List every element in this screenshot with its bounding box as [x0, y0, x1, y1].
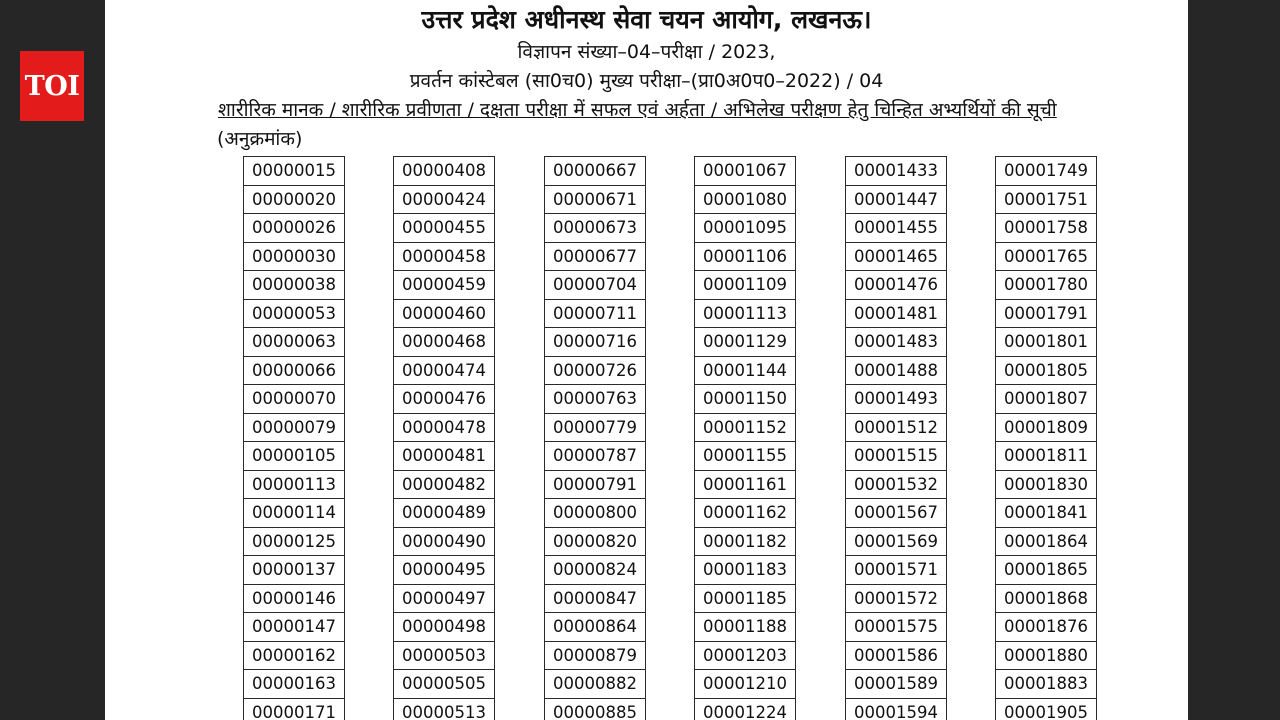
roll-number-cell: 00000673: [545, 213, 645, 242]
roll-number-cell: 00000458: [394, 242, 494, 271]
roll-number-cell: 00001106: [695, 242, 795, 271]
roll-number-cell: 00000030: [244, 242, 344, 271]
roll-number-cell: 00001801: [996, 327, 1096, 356]
roll-number-cell: 00000716: [545, 327, 645, 356]
roll-number-cell: 00001791: [996, 299, 1096, 328]
roll-column-3: [544, 156, 646, 720]
roll-number-cell: 00000503: [394, 641, 494, 670]
roll-number-cell: 00001876: [996, 612, 1096, 641]
roll-number-cell: 00000408: [402, 161, 486, 180]
toi-logo: [20, 51, 84, 121]
roll-number-cell: 00000468: [394, 327, 494, 356]
roll-number-cell: 00000105: [244, 441, 344, 470]
roll-number-cell: 00001512: [846, 413, 946, 442]
roll-number-cell: 00000162: [244, 641, 344, 670]
roll-number-cell: 00001811: [996, 441, 1096, 470]
roll-number-cell: 00000146: [244, 584, 344, 613]
roll-number-cell: 00001575: [846, 612, 946, 641]
roll-number-cell: 00000478: [394, 413, 494, 442]
roll-number-cell: 00001150: [695, 384, 795, 413]
roll-number-cell: 00000726: [545, 356, 645, 385]
roll-number-cell: 00001805: [996, 356, 1096, 385]
roll-number-cell: 00001155: [695, 441, 795, 470]
roll-number-cell: 00000474: [394, 356, 494, 385]
roll-number-cell: 00001809: [996, 413, 1096, 442]
roll-column-5: [845, 156, 947, 720]
roll-number-cell: 00001780: [996, 270, 1096, 299]
roll-number-cell: 00001765: [996, 242, 1096, 271]
roll-number-cell: 00000476: [394, 384, 494, 413]
roll-number-cell: 00000171: [244, 698, 344, 720]
roll-number-cell: 00000864: [545, 612, 645, 641]
roll-number-cell: 00001807: [996, 384, 1096, 413]
roll-number-cell: 00000482: [394, 470, 494, 499]
roll-number-cell: 00001095: [695, 213, 795, 242]
roll-number-cell: 00001188: [695, 612, 795, 641]
roll-number-cell: 00000114: [244, 498, 344, 527]
roll-number-cell: 00000125: [244, 527, 344, 556]
roll-number-cell: 00000497: [394, 584, 494, 613]
roll-number-cell: 00000824: [545, 555, 645, 584]
roll-number-cell: 00000015: [252, 161, 336, 180]
roll-number-cell: 00000038: [244, 270, 344, 299]
roll-number-cell: 00000513: [394, 698, 494, 720]
roll-number-cell: 00001594: [846, 698, 946, 720]
roll-number-cell: 00000481: [394, 441, 494, 470]
roll-number-cell: 00001067: [703, 161, 787, 180]
roll-number-cell: 00000489: [394, 498, 494, 527]
roll-number-cell: 00001113: [695, 299, 795, 328]
roll-number-cell: 00001455: [846, 213, 946, 242]
roll-number-cell: 00001751: [996, 185, 1096, 214]
list-subject: शारीरिक मानक / शारीरिक प्रवीणता / दक्षता परीक्षा में सफल एवं अर्हता / अभिलेख परीक्षण हेतु चिन्हित अभ्यर्थियों की सूची: [218, 99, 1057, 121]
roll-number-cell: 00000677: [545, 242, 645, 271]
roll-number-cell: 00000455: [394, 213, 494, 242]
roll-number-cell: 00001144: [695, 356, 795, 385]
roll-number-cell: 00000505: [394, 669, 494, 698]
roll-number-cell: 00001224: [695, 698, 795, 720]
roll-number-cell: 00001129: [695, 327, 795, 356]
roll-number-cell: 00000885: [545, 698, 645, 720]
roll-number-cell: 00000490: [394, 527, 494, 556]
roll-number-cell: 00001868: [996, 584, 1096, 613]
roll-number-cell: 00000711: [545, 299, 645, 328]
roll-number-cell: 00001515: [846, 441, 946, 470]
roll-number-cell: 00000079: [244, 413, 344, 442]
roll-number-cell: 00001152: [695, 413, 795, 442]
roll-number-cell: 00001488: [846, 356, 946, 385]
commission-title: उत्तर प्रदेश अधीनस्थ सेवा चयन आयोग, लखनऊ।: [421, 5, 872, 34]
roll-number-cell: 00001080: [695, 185, 795, 214]
roll-number-cell: 00001572: [846, 584, 946, 613]
roll-number-cell: 00001483: [846, 327, 946, 356]
roll-number-cell: 00000066: [244, 356, 344, 385]
roll-number-cell: 00001210: [695, 669, 795, 698]
roll-number-cell: 00001203: [695, 641, 795, 670]
roll-number-cell: 00001883: [996, 669, 1096, 698]
roll-number-cell: 00001865: [996, 555, 1096, 584]
roll-number-cell: 00001749: [1004, 161, 1088, 180]
roll-number-cell: 00000779: [545, 413, 645, 442]
roll-number-cell: 00000053: [244, 299, 344, 328]
roll-number-cell: 00001447: [846, 185, 946, 214]
roll-number-cell: 00001532: [846, 470, 946, 499]
roll-number-cell: 00000070: [244, 384, 344, 413]
roll-column-1: [243, 156, 345, 720]
roll-number-cell: 00001586: [846, 641, 946, 670]
roll-number-cell: 00000882: [545, 669, 645, 698]
roll-number-cell: 00001571: [846, 555, 946, 584]
toi-logo-text: TOI: [24, 70, 80, 102]
roll-number-cell: 00001481: [846, 299, 946, 328]
roll-number-cell: 00000800: [545, 498, 645, 527]
roll-number-cell: 00001864: [996, 527, 1096, 556]
roll-number-cell: 00001569: [846, 527, 946, 556]
roll-number-cell: 00000495: [394, 555, 494, 584]
roll-column-6: [995, 156, 1097, 720]
roll-number-cell: 00001830: [996, 470, 1096, 499]
roll-number-cell: 00000671: [545, 185, 645, 214]
roll-number-cell: 00000137: [244, 555, 344, 584]
roll-number-cell: 00000459: [394, 270, 494, 299]
roll-number-cell: 00001162: [695, 498, 795, 527]
roll-number-cell: 00000667: [553, 161, 637, 180]
roll-number-cell: 00000704: [545, 270, 645, 299]
roll-number-cell: 00000063: [244, 327, 344, 356]
roll-number-label: (अनुक्रमांक): [217, 128, 303, 150]
roll-number-cell: 00001589: [846, 669, 946, 698]
roll-number-cell: 00000147: [244, 612, 344, 641]
roll-number-cell: 00000163: [244, 669, 344, 698]
roll-number-cell: 00000498: [394, 612, 494, 641]
roll-number-cell: 00001567: [846, 498, 946, 527]
roll-number-cell: 00001433: [854, 161, 938, 180]
roll-number-cell: 00000787: [545, 441, 645, 470]
roll-number-cell: 00001841: [996, 498, 1096, 527]
roll-column-4: [694, 156, 796, 720]
roll-number-cell: 00001182: [695, 527, 795, 556]
roll-number-cell: 00001183: [695, 555, 795, 584]
roll-number-cell: 00000879: [545, 641, 645, 670]
roll-number-cell: 00000424: [394, 185, 494, 214]
roll-number-cell: 00000460: [394, 299, 494, 328]
roll-number-cell: 00000847: [545, 584, 645, 613]
roll-number-cell: 00001465: [846, 242, 946, 271]
roll-number-cell: 00000820: [545, 527, 645, 556]
roll-number-cell: 00001476: [846, 270, 946, 299]
advertisement-number: विज्ञापन संख्या–04–परीक्षा / 2023,: [517, 41, 776, 63]
roll-number-cell: 00000113: [244, 470, 344, 499]
roll-number-cell: 00001161: [695, 470, 795, 499]
roll-number-cell: 00001109: [695, 270, 795, 299]
roll-number-cell: 00000763: [545, 384, 645, 413]
roll-number-cell: 00001493: [846, 384, 946, 413]
roll-column-2: [393, 156, 495, 720]
roll-number-cell: 00000791: [545, 470, 645, 499]
roll-number-cell: 00001758: [996, 213, 1096, 242]
roll-number-cell: 00000020: [244, 185, 344, 214]
exam-name: प्रवर्तन कांस्टेबल (सा0च0) मुख्य परीक्षा–(प्रा0अ0प0–2022) / 04: [409, 70, 884, 92]
roll-number-cell: 00001905: [996, 698, 1096, 720]
roll-number-cell: 00001880: [996, 641, 1096, 670]
roll-number-cell: 00001185: [695, 584, 795, 613]
roll-number-cell: 00000026: [244, 213, 344, 242]
document-page: [105, 0, 1188, 720]
